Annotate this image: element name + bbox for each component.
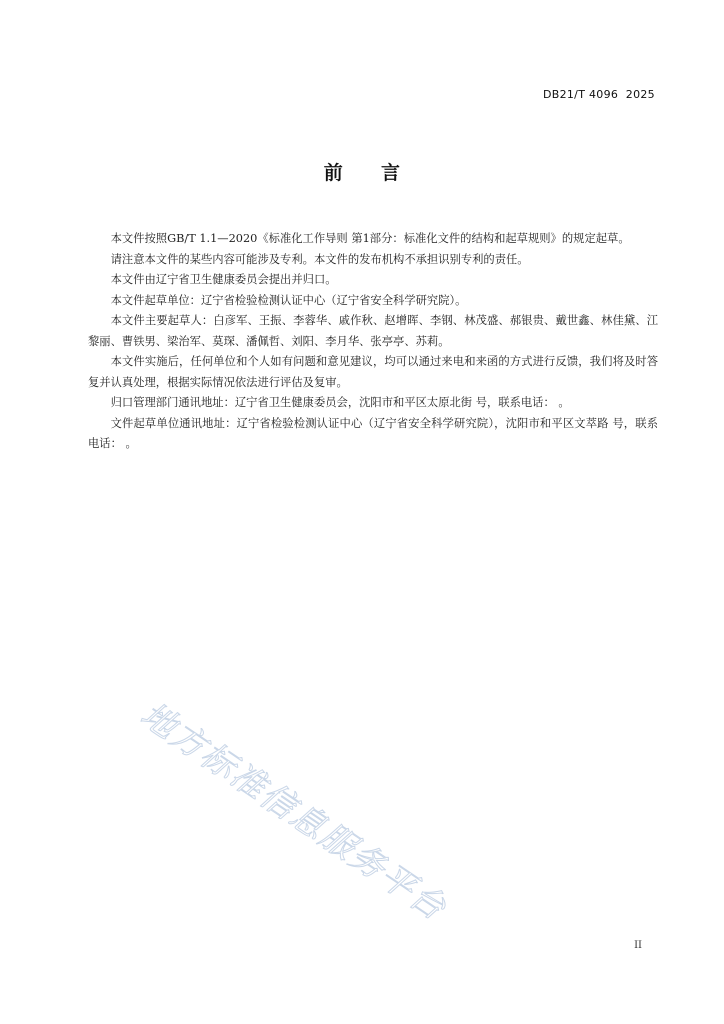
paragraph-patent-notice: 请注意本文件的某些内容可能涉及专利。本文件的发布机构不承担识别专利的责任。	[110, 252, 529, 266]
title-char-2: 言	[381, 162, 401, 184]
page-title	[0, 158, 724, 185]
paragraph-admin-address: 归口管理部门通讯地址：辽宁省卫生健康委员会，沈阳市和平区太原北街 号，联系电话： 。	[110, 396, 570, 409]
paragraph-drafting-unit: 本文件起草单位：辽宁省检验检测认证中心（辽宁省安全科学研究院）。	[110, 293, 467, 307]
page-number: II	[634, 940, 642, 951]
document-code: DB21/T 4096 2025	[542, 88, 655, 101]
paragraph-drafters: 本文件主要起草人：白彦军、王振、李蓉华、戚作秋、赵增晖、李钢、林茂盛、郝银贵、戴世鑫、林佳黛、江黎丽、曹铁男、梁治军、莫琛、潘佩哲、刘阳、李月华、张亭亭、苏莉。	[88, 314, 658, 348]
paragraph-feedback: 本文件实施后，任何单位和个人如有问题和意见建议，均可以通过来电和来函的方式进行反馈，我们将及时答复并认真处理，根据实际情况依法进行评估及复审。	[88, 355, 658, 389]
paragraph-drafter-address: 文件起草单位通讯地址：辽宁省检验检测认证中心（辽宁省安全科学研究院），沈阳市和平区文萃路 号，联系电话： 。	[88, 416, 658, 450]
title-char-1: 前	[323, 162, 343, 184]
watermark: 地方标准信息服务平台	[133, 694, 454, 930]
paragraph-proposer: 本文件由辽宁省卫生健康委员会提出并归口。	[110, 273, 337, 286]
paragraph-drafting-standard: 本文件按照GB/T 1.1—2020《标准化工作导则 第1部分：标准化文件的结构和起草规则》的规定起草。	[110, 232, 630, 245]
foreword-body	[88, 229, 658, 455]
